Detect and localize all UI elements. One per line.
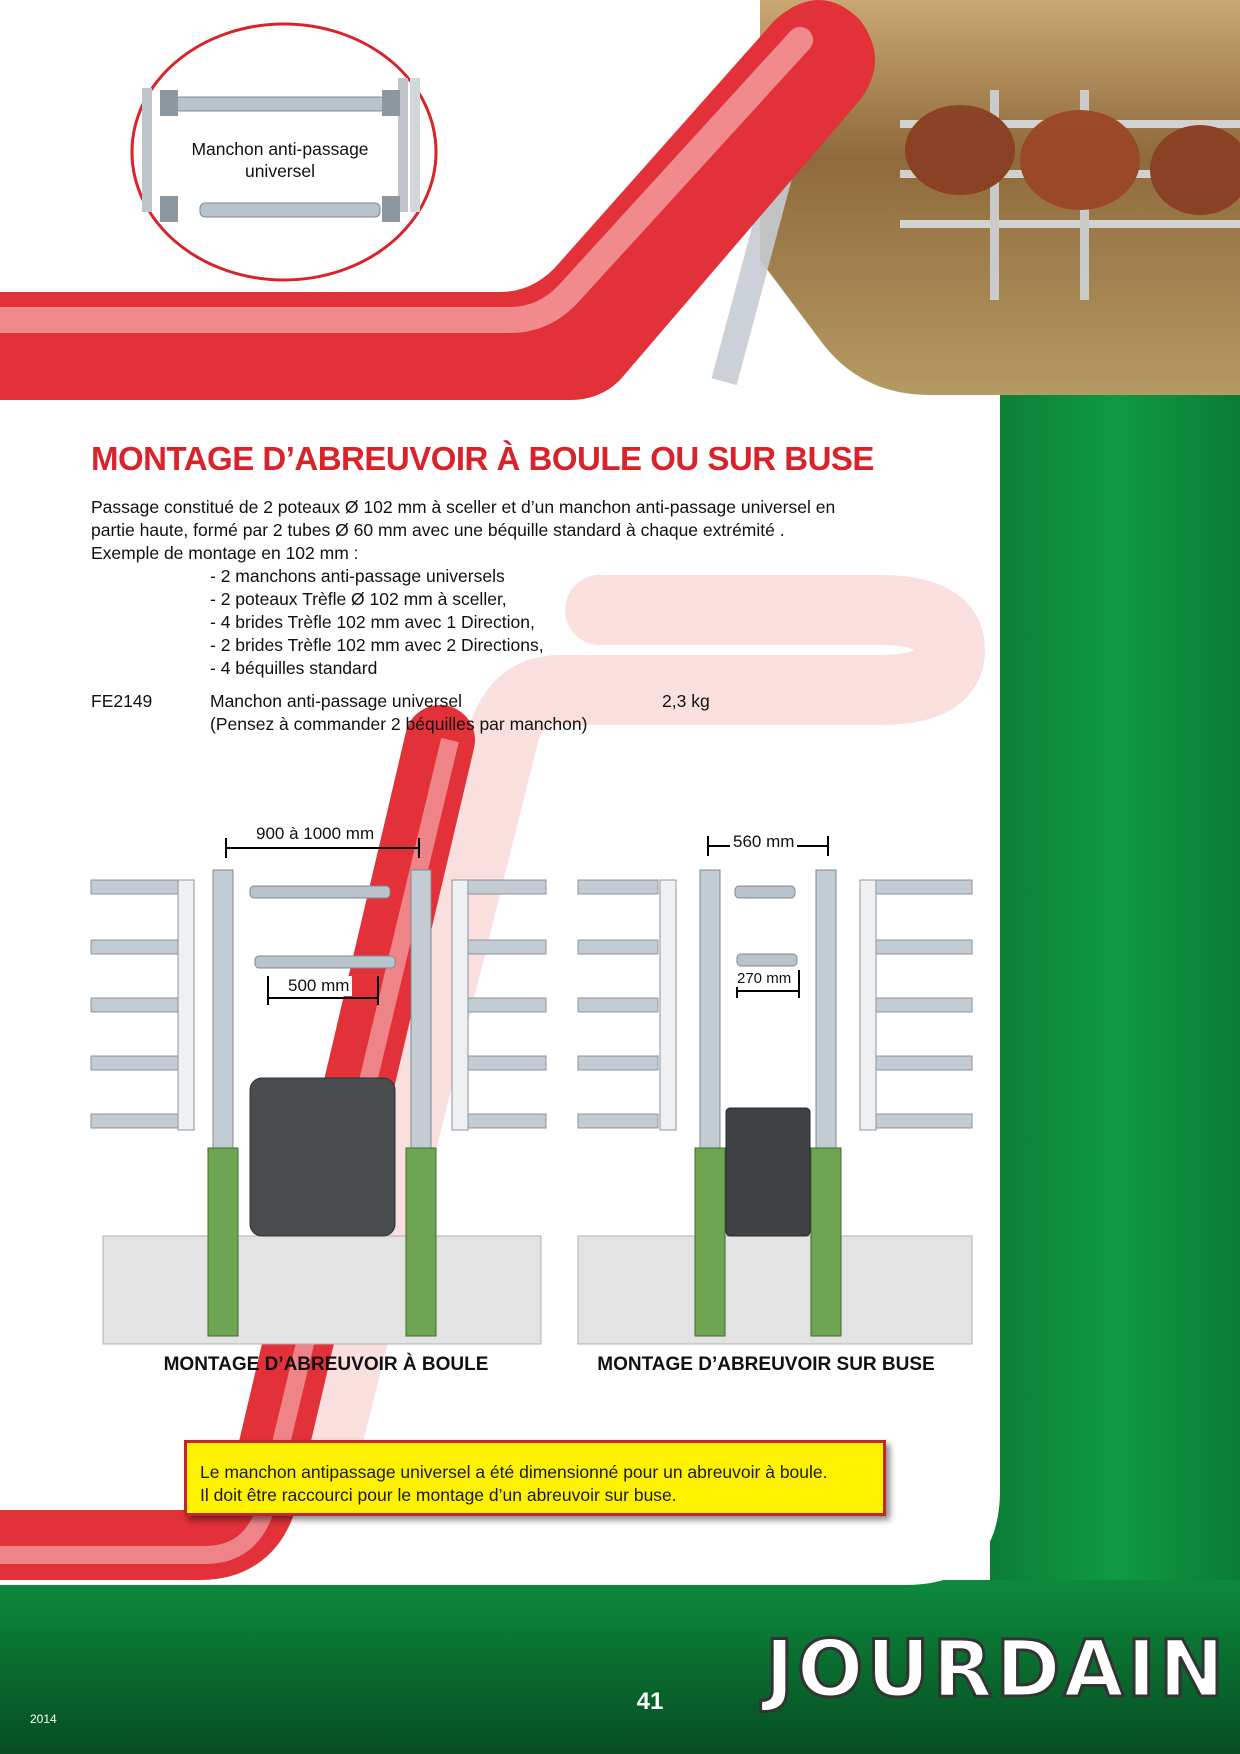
callout-label-line1: Manchon anti-passage: [191, 139, 369, 159]
list-item: - 4 brides Trèfle 102 mm avec 1 Direction,: [210, 612, 535, 632]
dim-right-top: 560 mm: [730, 832, 797, 852]
year: 2014: [30, 1712, 57, 1726]
example-list: [210, 565, 544, 680]
list-item: - 2 manchons anti-passage universels: [210, 566, 505, 586]
intro-line3: Exemple de montage en 102 mm :: [91, 543, 359, 563]
intro-line2: partie haute, formé par 2 tubes Ø 60 mm avec une béquille standard à chaque extrémité .: [91, 520, 785, 540]
product-note: (Pensez à commander 2 béquilles par manchon): [210, 714, 588, 734]
brand-logo: JOURDAIN: [765, 1625, 1228, 1715]
caption-left: MONTAGE D’ABREUVOIR À BOULE: [163, 1354, 489, 1375]
note-line2: Il doit être raccourci pour le montage d’un abreuvoir sur buse.: [200, 1485, 677, 1505]
product-name: Manchon anti-passage universel: [210, 691, 462, 711]
page-number: 41: [636, 1688, 664, 1715]
dim-left-inner: 500 mm: [285, 976, 352, 996]
page-title: MONTAGE D’ABREUVOIR À BOULE OU SUR BUSE: [91, 440, 874, 477]
product-weight: 2,3 kg: [662, 691, 710, 711]
callout-label-line2: universel: [244, 161, 316, 181]
dim-left-top: 900 à 1000 mm: [253, 824, 377, 844]
product-code: FE2149: [91, 691, 153, 711]
list-item: - 2 poteaux Trèfle Ø 102 mm à sceller,: [210, 589, 507, 609]
callout-label: [130, 138, 430, 182]
note-box: [184, 1440, 886, 1516]
caption-right: MONTAGE D’ABREUVOIR SUR BUSE: [597, 1354, 935, 1375]
note-line1: Le manchon antipassage universel a été dimensionné pour un abreuvoir à boule.: [200, 1462, 828, 1482]
intro-text: [91, 496, 911, 565]
list-item: - 2 brides Trèfle 102 mm avec 2 Directions,: [210, 635, 544, 655]
dim-right-inner: 270 mm: [734, 970, 794, 987]
list-item: - 4 béquilles standard: [210, 658, 378, 678]
intro-line1: Passage constitué de 2 poteaux Ø 102 mm à sceller et d’un manchon anti-passage universel en: [91, 497, 836, 517]
